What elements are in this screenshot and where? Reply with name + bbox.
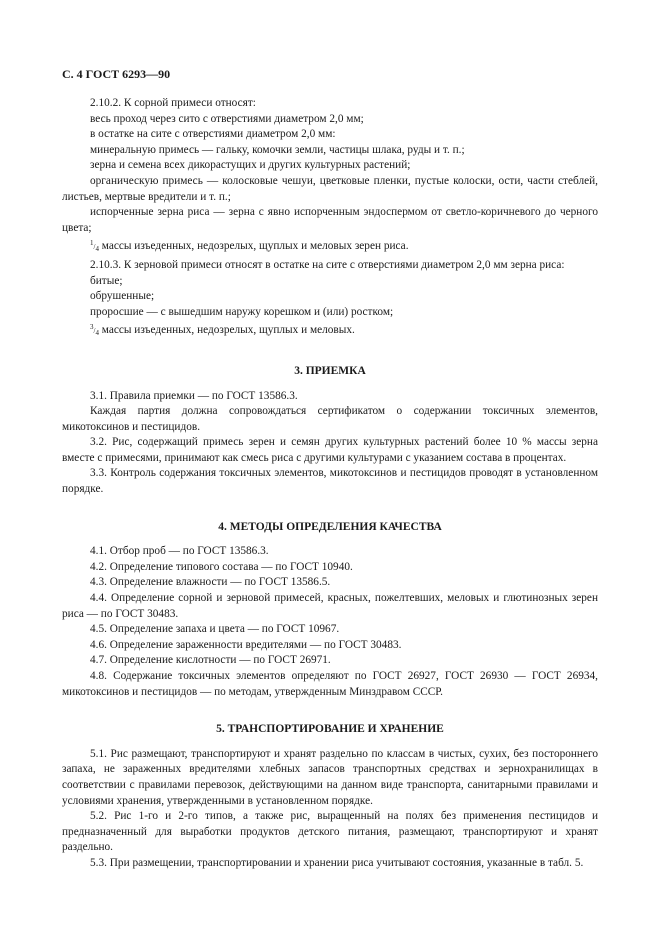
fraction: 1/4 (90, 239, 99, 254)
paragraph: 4.1. Отбор проб — по ГОСТ 13586.3. (90, 545, 269, 558)
paragraph: Каждая партия должна сопровождаться сертификатом о содержании токсичных элементов, микотоксинов и пестицидов. (62, 405, 598, 433)
paragraph: 4.5. Определение запаха и цвета — по ГОСТ 10967. (90, 623, 340, 636)
paragraph: 4.2. Определение типового состава — по ГОСТ 10940. (90, 560, 353, 573)
paragraph: обрушенные; (90, 290, 155, 303)
section-acceptance (62, 364, 598, 498)
section-heading: 3. ПРИЕМКА (294, 364, 366, 377)
paragraph: битые; (90, 274, 123, 287)
page-header: С. 4 ГОСТ 6293—90 (62, 67, 171, 81)
paragraph: 2.10.2. К сорной примеси относят: (90, 97, 256, 109)
paragraph: 4.7. Определение кислотности — по ГОСТ 26971. (90, 654, 331, 667)
paragraph: весь проход через сито с отверстиями диаметром 2,0 мм; (90, 112, 364, 125)
paragraph: 5.2. Рис 1-го и 2-го типов, а также рис, выращенный на полях без применения пестицидов и предназначенный для выработки продуктов детского питания, размещают, транспортируют и хранят раздельно. (62, 810, 598, 854)
paragraph: 4.6. Определение зараженности вредителями — по ГОСТ 30483. (90, 638, 402, 651)
fraction-paragraph: 1/4 массы изъеденных, недозрелых, щуплых и меловых зерен риса. (90, 239, 409, 254)
section-heading: 4. МЕТОДЫ ОПРЕДЕЛЕНИЯ КАЧЕСТВА (218, 520, 442, 533)
document-body (62, 96, 598, 872)
paragraph: в остатке на сите с отверстиями диаметром 2,0 мм: (90, 128, 336, 141)
paragraph: 3.2. Рис, содержащий примесь зерен и семян других культурных растений более 10 % массы зерна вместе с примесями, принимают как смесь риса с другими культурами с указанием состава в процентах. (62, 436, 598, 464)
section-heading: 5. ТРАНСПОРТИРОВАНИЕ И ХРАНЕНИЕ (216, 723, 444, 736)
section-methods (62, 520, 598, 701)
paragraph: 2.10.3. К зерновой примеси относят в остатке на сите с отверстиями диаметром 2,0 мм зерна риса: (90, 258, 565, 271)
paragraph: 5.3. При размещении, транспортировании и хранении риса учитывают состояния, указанные в табл. 5. (90, 856, 584, 869)
paragraph: органическую примесь — колосковые чешуи, цветковые пленки, пустые колоски, ости, части стеблей, листьев, мертвые вредители и т. п.; (62, 174, 598, 203)
paragraph: зерна и семена всех дикорастущих и других культурных растений; (90, 159, 411, 172)
paragraph: 4.3. Определение влажности — по ГОСТ 13586.5. (90, 576, 331, 589)
paragraph: 5.1. Рис размещают, транспортируют и хранят раздельно по классам в чистых, сухих, без постороннего запаха, не зараженных вредителями хлебных запасов транспортных средствах и зернохранилищах в соответствии с правилами перевозок, действующими на данном виде транспорта, санитарными правилами и условиями хранения, утвержденными в установленном порядке. (62, 747, 598, 807)
paragraph: минеральную примесь — гальку, комочки земли, частицы шлака, руды и т. п.; (90, 143, 465, 156)
fraction-paragraph: 3/4 массы изъеденных, недозрелых, щуплых и меловых. (90, 323, 355, 338)
paragraph: проросшие — с вышедшим наружу корешком и (или) ростком; (90, 305, 394, 318)
paragraph: испорченные зерна риса — зерна с явно испорченным эндоспермом от светло-коричневого до черного цвета; (62, 206, 598, 234)
paragraph: 4.8. Содержание токсичных элементов определяют по ГОСТ 26927, ГОСТ 26930 — ГОСТ 26934, микотоксинов и пестицидов — по методам, утвержденным Минздравом СССР. (62, 670, 598, 698)
fraction: 3/4 (90, 323, 99, 338)
paragraph: 3.1. Правила приемки — по ГОСТ 13586.3. (90, 389, 298, 402)
section-2-10 (62, 96, 598, 342)
paragraph: 4.4. Определение сорной и зерновой примесей, красных, пожелтевших, меловых и глютинозных зерен риса — по ГОСТ 30483. (62, 592, 598, 620)
section-transport-storage (62, 722, 598, 871)
paragraph: 3.3. Контроль содержания токсичных элементов, микотоксинов и пестицидов проводят в установленном порядке. (62, 467, 598, 496)
